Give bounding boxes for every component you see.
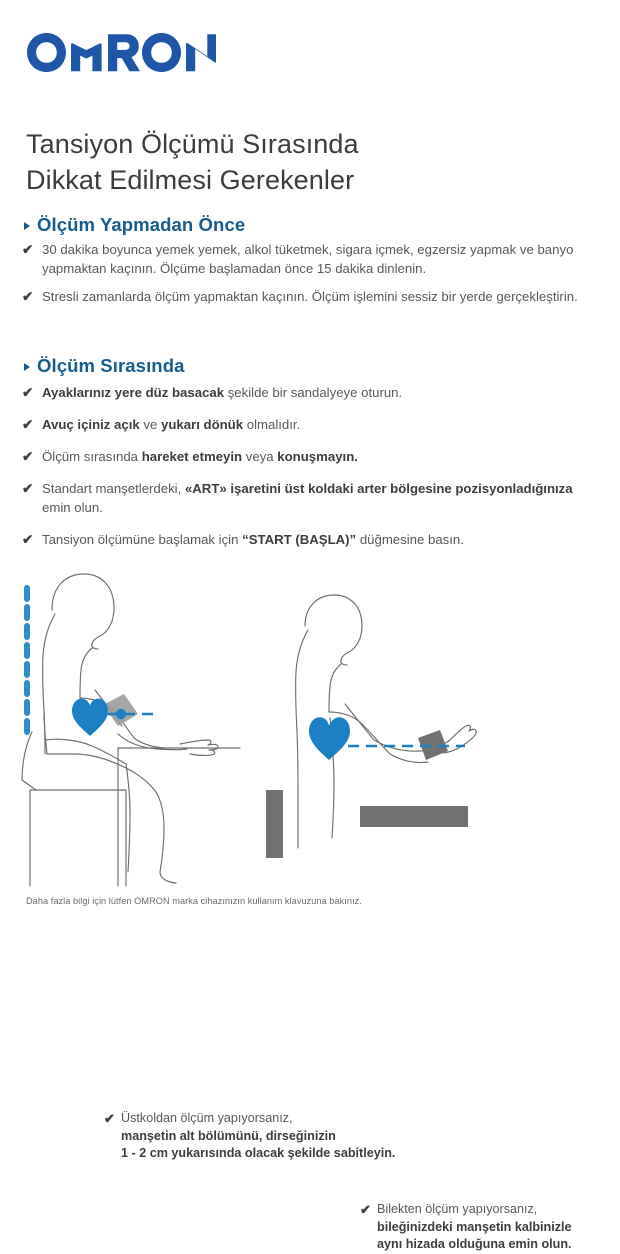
support-table <box>360 806 468 827</box>
section-heading-label: Ölçüm Sırasında <box>37 355 185 376</box>
bullet-item <box>22 479 602 517</box>
bullet-text: 30 dakika boyunca yemek yemek, alkol tüketmek, sigara içmek, egzersiz yapmak ve banyo yapmaktan kaçının. Ölçüme başlamadan önce 15 dakika dinlenin. <box>42 242 574 276</box>
bullet-text: Ayaklarınız yere düz basacak şekilde bir sandalyeye oturun. <box>42 385 403 400</box>
bullet-text: Avuç içiniz açık ve yukarı dönük olmalıdır. <box>42 417 301 432</box>
callout-line: 1 - 2 cm yukarısında olacak şekilde sabitleyin. <box>121 1146 396 1160</box>
callout-upper-arm <box>104 1110 481 1163</box>
section-heading-during-measurement <box>24 355 185 377</box>
check-icon: ✔ <box>360 1202 371 1217</box>
bullet-item <box>22 287 602 306</box>
bullet-item <box>22 240 602 278</box>
triangle-right-icon <box>24 363 30 371</box>
bullet-item <box>22 383 602 402</box>
check-icon: ✔ <box>22 481 34 496</box>
callout-line: bileğinizdeki manşetin kalbinizle <box>377 1219 572 1234</box>
page-title-line-2: Dikkat Edilmesi Gerekenler <box>26 165 355 196</box>
cuff-center-dot <box>116 709 126 719</box>
callout-line: manşetin alt bölümünü, dirseğinizin <box>121 1128 336 1143</box>
callout-line: Üstkoldan ölçüm yapıyorsanız, <box>121 1111 293 1125</box>
page-title-line-1: Tansiyon Ölçümü Sırasında <box>26 129 359 160</box>
side-block <box>266 790 283 858</box>
bullet-list-during-measurement <box>22 383 602 562</box>
section-heading-label: Ölçüm Yapmadan Önce <box>37 214 246 235</box>
check-icon: ✔ <box>22 385 34 400</box>
triangle-right-icon <box>24 222 30 230</box>
callout-wrist-text <box>377 1201 620 1254</box>
check-icon: ✔ <box>22 449 34 464</box>
check-icon: ✔ <box>104 1111 115 1126</box>
bullet-item <box>22 447 602 466</box>
footer-note: Daha fazla bilgi için lütfen OMRON marka cihazınızın kullanım klavuzuna bakınız. <box>26 896 362 906</box>
bullet-item <box>22 530 602 549</box>
bullet-text: Tansiyon ölçümüne başlamak için “START (BAŞLA)” düğmesine basın. <box>42 532 464 547</box>
callout-wrist <box>360 1201 620 1254</box>
check-icon: ✔ <box>22 417 34 432</box>
callout-line: aynı hizada olduğuna emin olun. <box>377 1237 572 1251</box>
bullet-text: Stresli zamanlarda ölçüm yapmaktan kaçının. Ölçüm işlemini sessiz bir yerde gerçekleştirin. <box>42 289 578 304</box>
page-title <box>26 126 586 198</box>
section-heading-before-measurement <box>24 214 245 236</box>
check-icon: ✔ <box>22 242 34 257</box>
callout-line: Bilekten ölçüm yapıyorsanız, <box>377 1202 538 1216</box>
heart-icon-left <box>72 699 108 736</box>
check-icon: ✔ <box>22 289 34 304</box>
bullet-text: Ölçüm sırasında hareket etmeyin veya konuşmayın. <box>42 449 358 464</box>
omron-logo <box>26 30 216 80</box>
bullet-list-before-measurement <box>22 240 602 315</box>
bullet-item <box>22 415 602 434</box>
callout-upper-arm-text <box>121 1110 481 1163</box>
check-icon: ✔ <box>22 532 34 547</box>
heart-icon-right <box>309 717 350 760</box>
bullet-text: Standart manşetlerdeki, «ART» işaretini üst koldaki arter bölgesine pozisyonladığınıza emin olun. <box>42 481 573 515</box>
